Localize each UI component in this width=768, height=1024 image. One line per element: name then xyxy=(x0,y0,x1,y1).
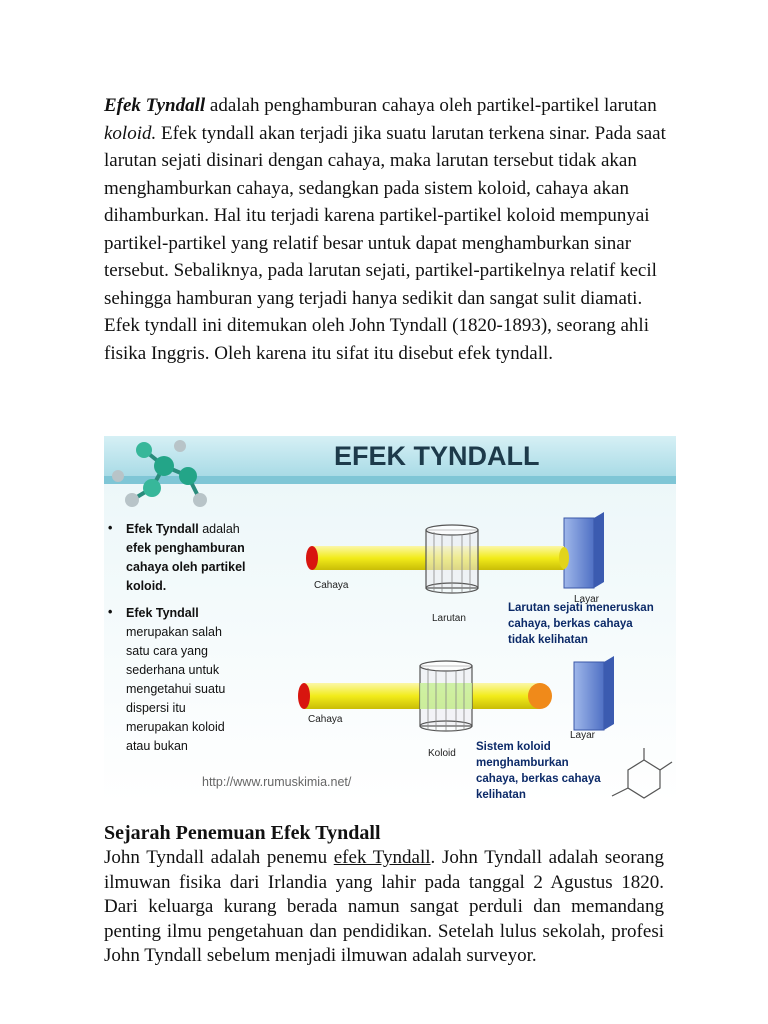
tyndall-figure xyxy=(104,436,676,802)
bullet1-line1: Efek Tyndall adalah xyxy=(126,522,240,536)
note2-line2: menghamburkan xyxy=(476,757,569,769)
bullet2-line6: dispersi itu xyxy=(126,701,186,715)
beaker-1 xyxy=(426,525,478,593)
tyndall-diagram xyxy=(104,436,676,802)
note1-line1: Larutan sejati meneruskan xyxy=(508,602,654,614)
note2-line3: cahaya, berkas cahaya xyxy=(476,773,601,785)
history-paragraph xyxy=(104,846,664,969)
note1-line3: tidak kelihatan xyxy=(508,634,588,646)
label-koloid: Koloid xyxy=(428,748,456,759)
label-cahaya-1: Cahaya xyxy=(314,580,349,591)
note2-line1: Sistem koloid xyxy=(476,741,551,753)
intro-text-1: adalah penghamburan cahaya oleh partikel-partikel larutan xyxy=(205,95,657,116)
label-layar-2: Layar xyxy=(570,730,596,741)
intro-paragraph xyxy=(104,92,674,367)
note2-line4: kelihatan xyxy=(476,789,526,801)
bullet1-line2: efek penghamburan xyxy=(126,541,245,555)
term-efek-tyndall: Efek Tyndall xyxy=(104,95,206,116)
bullet2-line3: satu cara yang xyxy=(126,644,208,658)
bullet1-line4: koloid. xyxy=(126,579,167,593)
bullet2-line1: Efek Tyndall xyxy=(126,606,199,620)
beaker-2 xyxy=(420,661,472,731)
svg-text:•: • xyxy=(108,605,113,619)
screen-2 xyxy=(574,662,604,730)
term-koloid: koloid. xyxy=(104,122,157,144)
bullet2-line2: merupakan salah xyxy=(126,625,222,639)
history-text-1: John Tyndall adalah penemu xyxy=(104,847,334,868)
svg-text:•: • xyxy=(108,521,113,535)
label-layar-1: Layar xyxy=(574,594,600,605)
figure-title: EFEK TYNDALL xyxy=(334,441,540,471)
bullet1-line3: cahaya oleh partikel xyxy=(126,560,246,574)
label-larutan: Larutan xyxy=(432,613,466,624)
bullet2-line8: atau bukan xyxy=(126,739,188,753)
section-title: Sejarah Penemuan Efek Tyndall xyxy=(104,822,381,844)
note1-line2: cahaya, berkas cahaya xyxy=(508,618,633,630)
label-cahaya-2: Cahaya xyxy=(308,714,343,725)
screen-1 xyxy=(564,518,594,588)
bullet2-line5: mengetahui suatu xyxy=(126,682,226,696)
history-text-2: . John Tyndall adalah seorang ilmuwan fisika dari Irlandia yang lahir pada tanggal 2 Agustus 1820. Dari keluarga kurang berada namun sangat perduli dan memandang penting ilmu pengetahuan dan pendidikan. Setelah lulus sekolah, profesi John Tyndall sebelum menjadi ilmuwan adalah surveyor. xyxy=(104,847,664,966)
efek-tyndall-link[interactable]: efek Tyndall xyxy=(333,847,431,868)
bullet2-line7: merupakan koloid xyxy=(126,720,225,734)
intro-text-2: Efek tyndall akan terjadi jika suatu larutan terkena sinar. Pada saat larutan sejati disinari dengan cahaya, maka larutan tersebut tidak akan menghamburkan cahaya, sedangkan pada sistem koloid, cahaya akan dihamburkan. Hal itu terjadi karena partikel-partikel koloid mempunyai partikel-partikel yang relatif besar untuk dapat menghamburkan sinar tersebut. Sebaliknya, pada larutan sejati, partikel-partikelnya relatif kecil sehingga hamburan yang terjadi hanya sedikit dan sangat sulit diamati. Efek tyndall ini ditemukan oleh John Tyndall (1820-1893), seorang ahli fisika Inggris. Oleh karena itu sifat itu disebut efek tyndall. xyxy=(104,122,666,364)
watermark: http://www.rumuskimia.net/ xyxy=(202,775,352,789)
bullet2-line4: sederhana untuk xyxy=(126,663,220,677)
